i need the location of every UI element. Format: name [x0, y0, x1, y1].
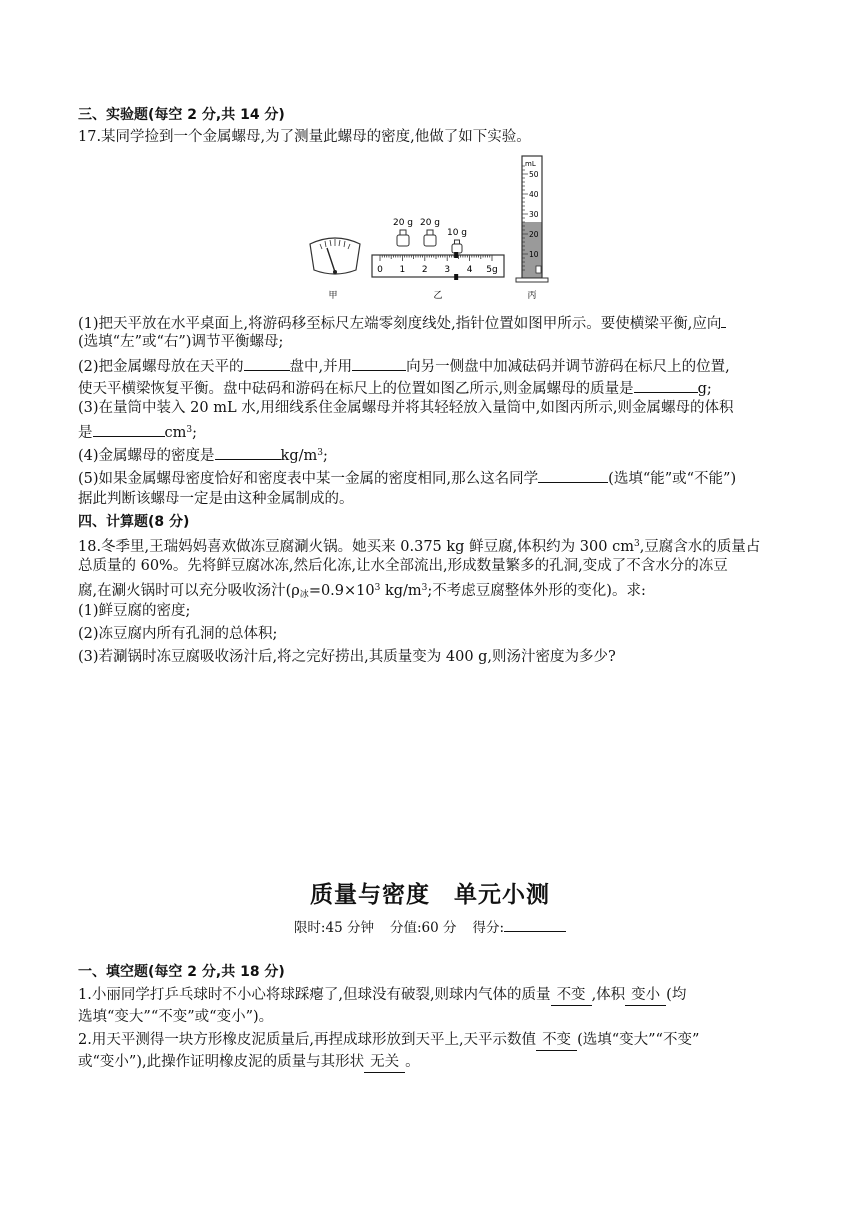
cylinder-unit: mL	[525, 160, 536, 168]
q18-line3-sup2: 3	[421, 583, 428, 593]
q17-part2-text-a: (2)把金属螺母放在天平的	[78, 359, 244, 375]
q2-text-b: (选填“变大”“不变”	[577, 1032, 700, 1048]
ruler-tick-label: 2	[421, 265, 428, 275]
ruler-tick-label: 5g	[486, 265, 498, 275]
weight-20g-b	[424, 230, 436, 246]
cylinder-tick-label: 40	[529, 190, 539, 199]
q17-part4-text: (4)金属螺母的密度是	[78, 448, 215, 464]
unit-test-info	[0, 916, 860, 936]
q18-part1: (1)鲜豆腐的密度;	[78, 603, 191, 619]
q17-part2-blank-3[interactable]	[634, 376, 698, 393]
cylinder-tick-label: 10	[529, 250, 539, 259]
q18-line3-text-b: =0.9×10	[308, 583, 375, 599]
weights-group	[393, 218, 467, 253]
score-blank[interactable]	[504, 918, 566, 932]
q17-part4-unit: kg/m	[280, 448, 318, 464]
q17-part3-line2	[78, 420, 788, 443]
q17-part2-text-d: 使天平横梁恢复平衡。盘中砝码和游码在标尺上的位置如图乙所示,则金属螺母的质量是	[78, 381, 634, 397]
q2-text-c: 或“变小”),此操作证明橡皮泥的质量与其形状	[78, 1054, 365, 1070]
weight-20g-a	[397, 230, 409, 246]
q17-part2-blank-1[interactable]	[244, 354, 290, 371]
cylinder-tick-label: 20	[529, 230, 539, 239]
q2-line2	[78, 1052, 788, 1073]
label-yi: 乙	[433, 291, 443, 301]
q18-line1-text-a: 18.冬季里,王瑞妈妈喜欢做冻豆腐涮火锅。她买来 0.375 kg 鲜豆腐,体积约为 300 cm	[78, 539, 634, 555]
total-score: 分值:60 分	[389, 920, 457, 936]
q2-text-a: 2.用天平测得一块方形橡皮泥质量后,再捏成球形放到天平上,天平示数值	[78, 1032, 537, 1048]
q1-text-b: ,体积	[591, 987, 626, 1003]
cylinder-tick-label: 50	[529, 170, 539, 179]
q17-part4-blank[interactable]	[215, 443, 281, 460]
weight-label-3: 10 g	[446, 228, 468, 238]
q17-part4-end: ;	[322, 448, 328, 464]
label-jia: 甲	[328, 291, 338, 301]
q18-line1-sup: 3	[633, 539, 640, 549]
q18-line1-text-b: ,豆腐含水的质量占	[639, 539, 761, 555]
q17-part5-line2: 据此判断该螺母一定是由这种金属制成的。	[78, 491, 354, 507]
q2-text-d: 。	[405, 1054, 420, 1070]
q17-part2-blank-2[interactable]	[352, 354, 406, 371]
ruler-tick-label: 4	[466, 265, 473, 275]
q2-line1	[78, 1030, 788, 1051]
section3-heading: 三、实验题(每空 2 分,共 14 分)	[78, 107, 285, 123]
q1-line2: 选填“变大”“不变”或“变小”)。	[78, 1009, 274, 1025]
q17-part3-end: ;	[192, 425, 197, 441]
unit-test-title: 质量与密度 单元小测	[310, 882, 550, 908]
q1-text-a: 1.小丽同学打乒乓球时不小心将球踩瘪了,但球没有破裂,则球内气体的质量	[78, 987, 551, 1003]
q2-answer-1[interactable]: 不变	[536, 1030, 577, 1051]
balance-pointer-diagram	[310, 238, 360, 274]
graduated-cylinder	[516, 156, 548, 282]
q2-answer-2[interactable]: 无关	[364, 1052, 405, 1073]
q17-part4-sup: 3	[317, 448, 323, 458]
q18-line3-text-c: kg/m	[380, 583, 422, 599]
q17-part5-text-a: (5)如果金属螺母密度恰好和密度表中某一金属的密度相同,那么这名同学	[78, 471, 539, 487]
q17-part5-line1	[78, 466, 788, 489]
q17-intro: 17.某同学捡到一个金属螺母,为了测量此螺母的密度,他做了如下实验。	[78, 129, 531, 145]
q17-part3-text: 是	[78, 425, 93, 441]
label-bing: 丙	[527, 291, 537, 301]
rider-marker-bottom	[454, 274, 458, 280]
q17-part2-line2	[78, 376, 788, 399]
nut-in-cylinder	[536, 266, 541, 273]
q17-part2-line1	[78, 354, 788, 377]
cylinder-tick-label: 30	[529, 210, 539, 219]
ruler-tick-label: 1	[399, 265, 406, 275]
q17-part2-text-b: 盘中,并用	[289, 359, 353, 375]
q17-part3-sup: 3	[186, 425, 193, 435]
q17-part4-line	[78, 443, 788, 466]
q18-line3-sup1: 3	[374, 583, 381, 593]
weight-label-2: 20 g	[419, 218, 441, 228]
q17-part1-line1	[78, 311, 788, 334]
q18-part2: (2)冻豆腐内所有孔洞的总体积;	[78, 626, 278, 642]
q17-part2-text-c: 向另一侧盘中加减砝码并调节游码在标尺上的位置,	[406, 359, 730, 375]
q18-line1	[78, 534, 788, 557]
experiment-figure	[300, 152, 560, 304]
q17-part3-blank[interactable]	[93, 420, 165, 437]
q17-part1-blank[interactable]	[721, 311, 726, 328]
q17-part3-unit: cm	[164, 425, 187, 441]
q17-part5-blank[interactable]	[538, 466, 608, 483]
q1-answer-1[interactable]: 不变	[551, 985, 592, 1006]
q1-answer-2[interactable]: 变小	[625, 985, 666, 1006]
ruler-tick-label: 3	[444, 265, 451, 275]
rider-marker-top	[454, 252, 458, 258]
q18-line3-sub: 冰	[299, 590, 309, 600]
section4-heading: 四、计算题(8 分)	[78, 514, 190, 530]
section1-heading: 一、填空题(每空 2 分,共 18 分)	[78, 964, 285, 980]
ruler-tick-label: 0	[377, 265, 383, 275]
weight-10g	[452, 240, 462, 253]
q17-part1-text: (1)把天平放在水平桌面上,将游码移至标尺左端零刻度线处,指针位置如图甲所示。要使横梁平衡,应向	[78, 316, 722, 332]
weight-label-1: 20 g	[392, 218, 414, 228]
q17-part2-unit: g;	[697, 381, 712, 397]
q1-text-c: (均	[666, 987, 687, 1003]
q18-part3: (3)若涮锅时冻豆腐吸收汤汁后,将之完好捞出,其质量变为 400 g,则汤汁密度为多少?	[78, 649, 616, 665]
q18-line3-text-d: ;不考虑豆腐整体外形的变化)。求:	[427, 583, 646, 599]
score-label: 得分:	[472, 920, 505, 936]
q17-part5-text-b: (选填“能”或“不能”)	[608, 471, 737, 487]
q17-part3-line1: (3)在量筒中装入 20 mL 水,用细线系住金属螺母并将其轻轻放入量筒中,如图丙所示,则金属螺母的体积	[78, 400, 734, 416]
time-limit: 限时:45 分钟	[293, 920, 374, 936]
q18-line2: 总质量的 60%。先将鲜豆腐冰冻,然后化冻,让水全部流出,形成数量繁多的孔洞,变成了不含水分的冻豆	[78, 558, 728, 574]
q18-line3-text-a: 腐,在涮火锅时可以充分吸收汤汁(ρ	[78, 583, 300, 599]
q17-part1-line2: (选填“左”或“右”)调节平衡螺母;	[78, 334, 284, 350]
q1-line1	[78, 985, 788, 1006]
ruler-scale	[372, 252, 504, 280]
